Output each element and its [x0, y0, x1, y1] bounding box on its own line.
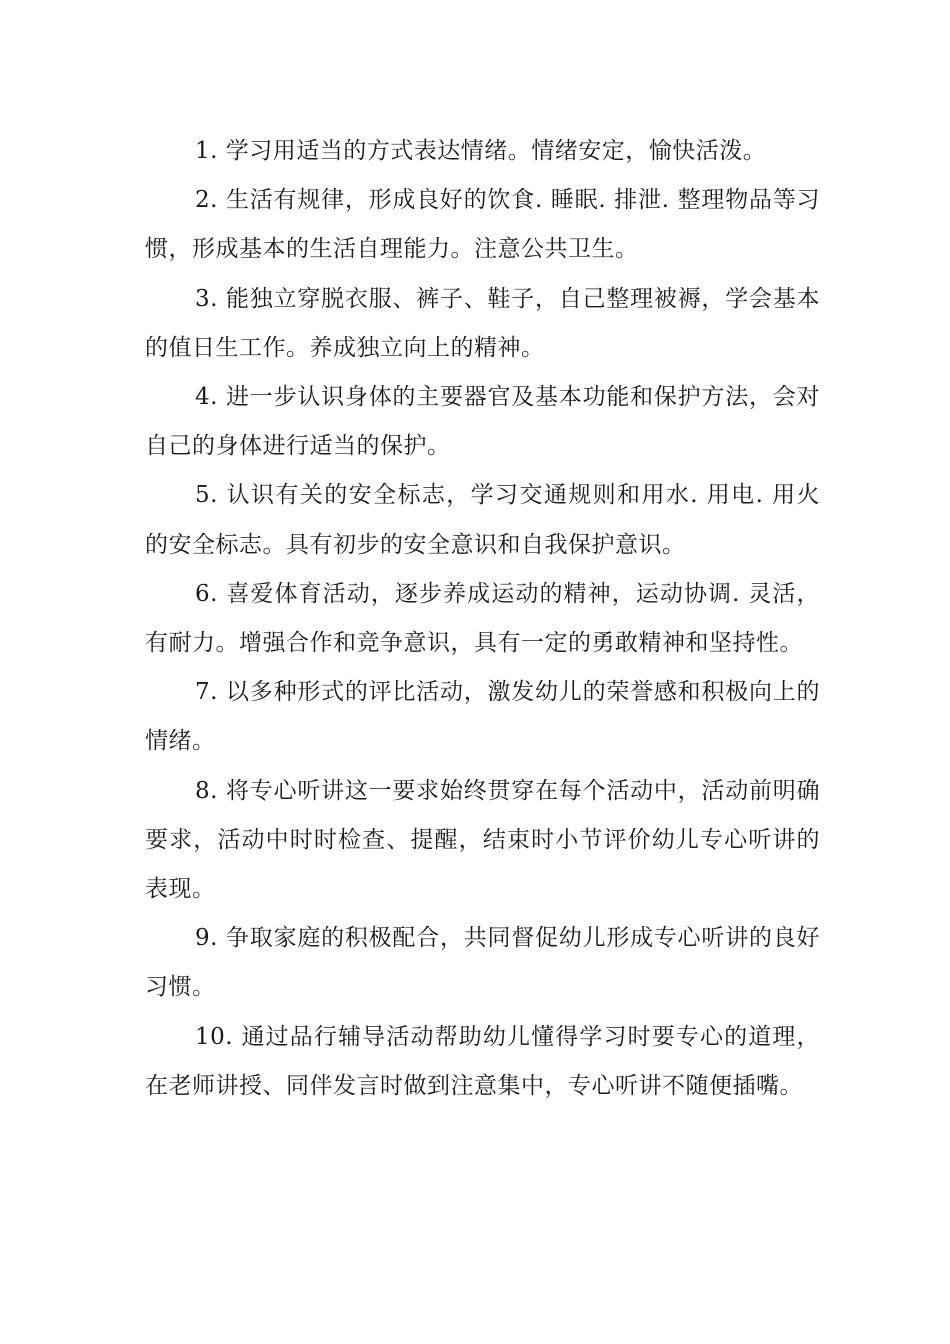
list-item — [145, 471, 820, 569]
item-text: 喜爱体育活动，逐步养成运动的精神，运动协调. 灵活，有耐力。增强合作和竞争意识，具有一定的勇敢精神和坚持性。 — [145, 580, 820, 657]
list-item — [145, 1013, 820, 1111]
item-text: 生活有规律，形成良好的饮食. 睡眠. 排泄. 整理物品等习惯，形成基本的生活自理能力。注意公共卫生。 — [145, 187, 820, 263]
item-number: 8. — [195, 777, 227, 804]
item-number: 5. — [195, 482, 227, 509]
item-text: 将专心听讲这一要求始终贯穿在每个活动中，活动前明确要求，活动中时时检查、提醒，结束时小节评价幼儿专心听讲的表现。 — [145, 777, 820, 903]
document-body — [145, 127, 820, 1111]
item-text: 能独立穿脱衣服、裤子、鞋子，自己整理被褥，学会基本的值日生工作。养成独立向上的精神。 — [145, 285, 820, 361]
list-item — [145, 373, 820, 471]
list-item — [145, 127, 820, 176]
item-number: 4. — [195, 384, 227, 411]
item-number: 3. — [195, 285, 227, 312]
item-number: 9. — [195, 925, 227, 952]
item-text: 争取家庭的积极配合，共同督促幼儿形成专心听讲的良好习惯。 — [145, 925, 820, 1001]
item-number: 1. — [195, 138, 226, 164]
item-text: 认识有关的安全标志，学习交通规则和用水. 用电. 用火的安全标志。具有初步的安全意识和自我保护意识。 — [145, 482, 820, 558]
list-item — [145, 668, 820, 766]
list-item — [145, 767, 820, 915]
list-item — [145, 914, 820, 1012]
item-text: 进一步认识身体的主要器官及基本功能和保护方法，会对自己的身体进行适当的保护。 — [145, 384, 820, 460]
item-number: 6. — [195, 580, 227, 607]
list-item — [145, 176, 820, 274]
item-number: 7. — [195, 679, 227, 706]
list-item — [145, 570, 820, 668]
item-text: 学习用适当的方式表达情绪。情绪安定，愉快活泼。 — [225, 138, 767, 164]
item-text: 以多种形式的评比活动，激发幼儿的荣誉感和积极向上的情绪。 — [145, 679, 820, 755]
list-item — [145, 275, 820, 373]
item-number: 10. — [195, 1023, 242, 1050]
item-number: 2. — [195, 187, 227, 214]
item-text: 通过品行辅导活动帮助幼儿懂得学习时要专心的道理，在老师讲授、同伴发言时做到注意集中，专心听讲不随便插嘴。 — [145, 1023, 821, 1099]
